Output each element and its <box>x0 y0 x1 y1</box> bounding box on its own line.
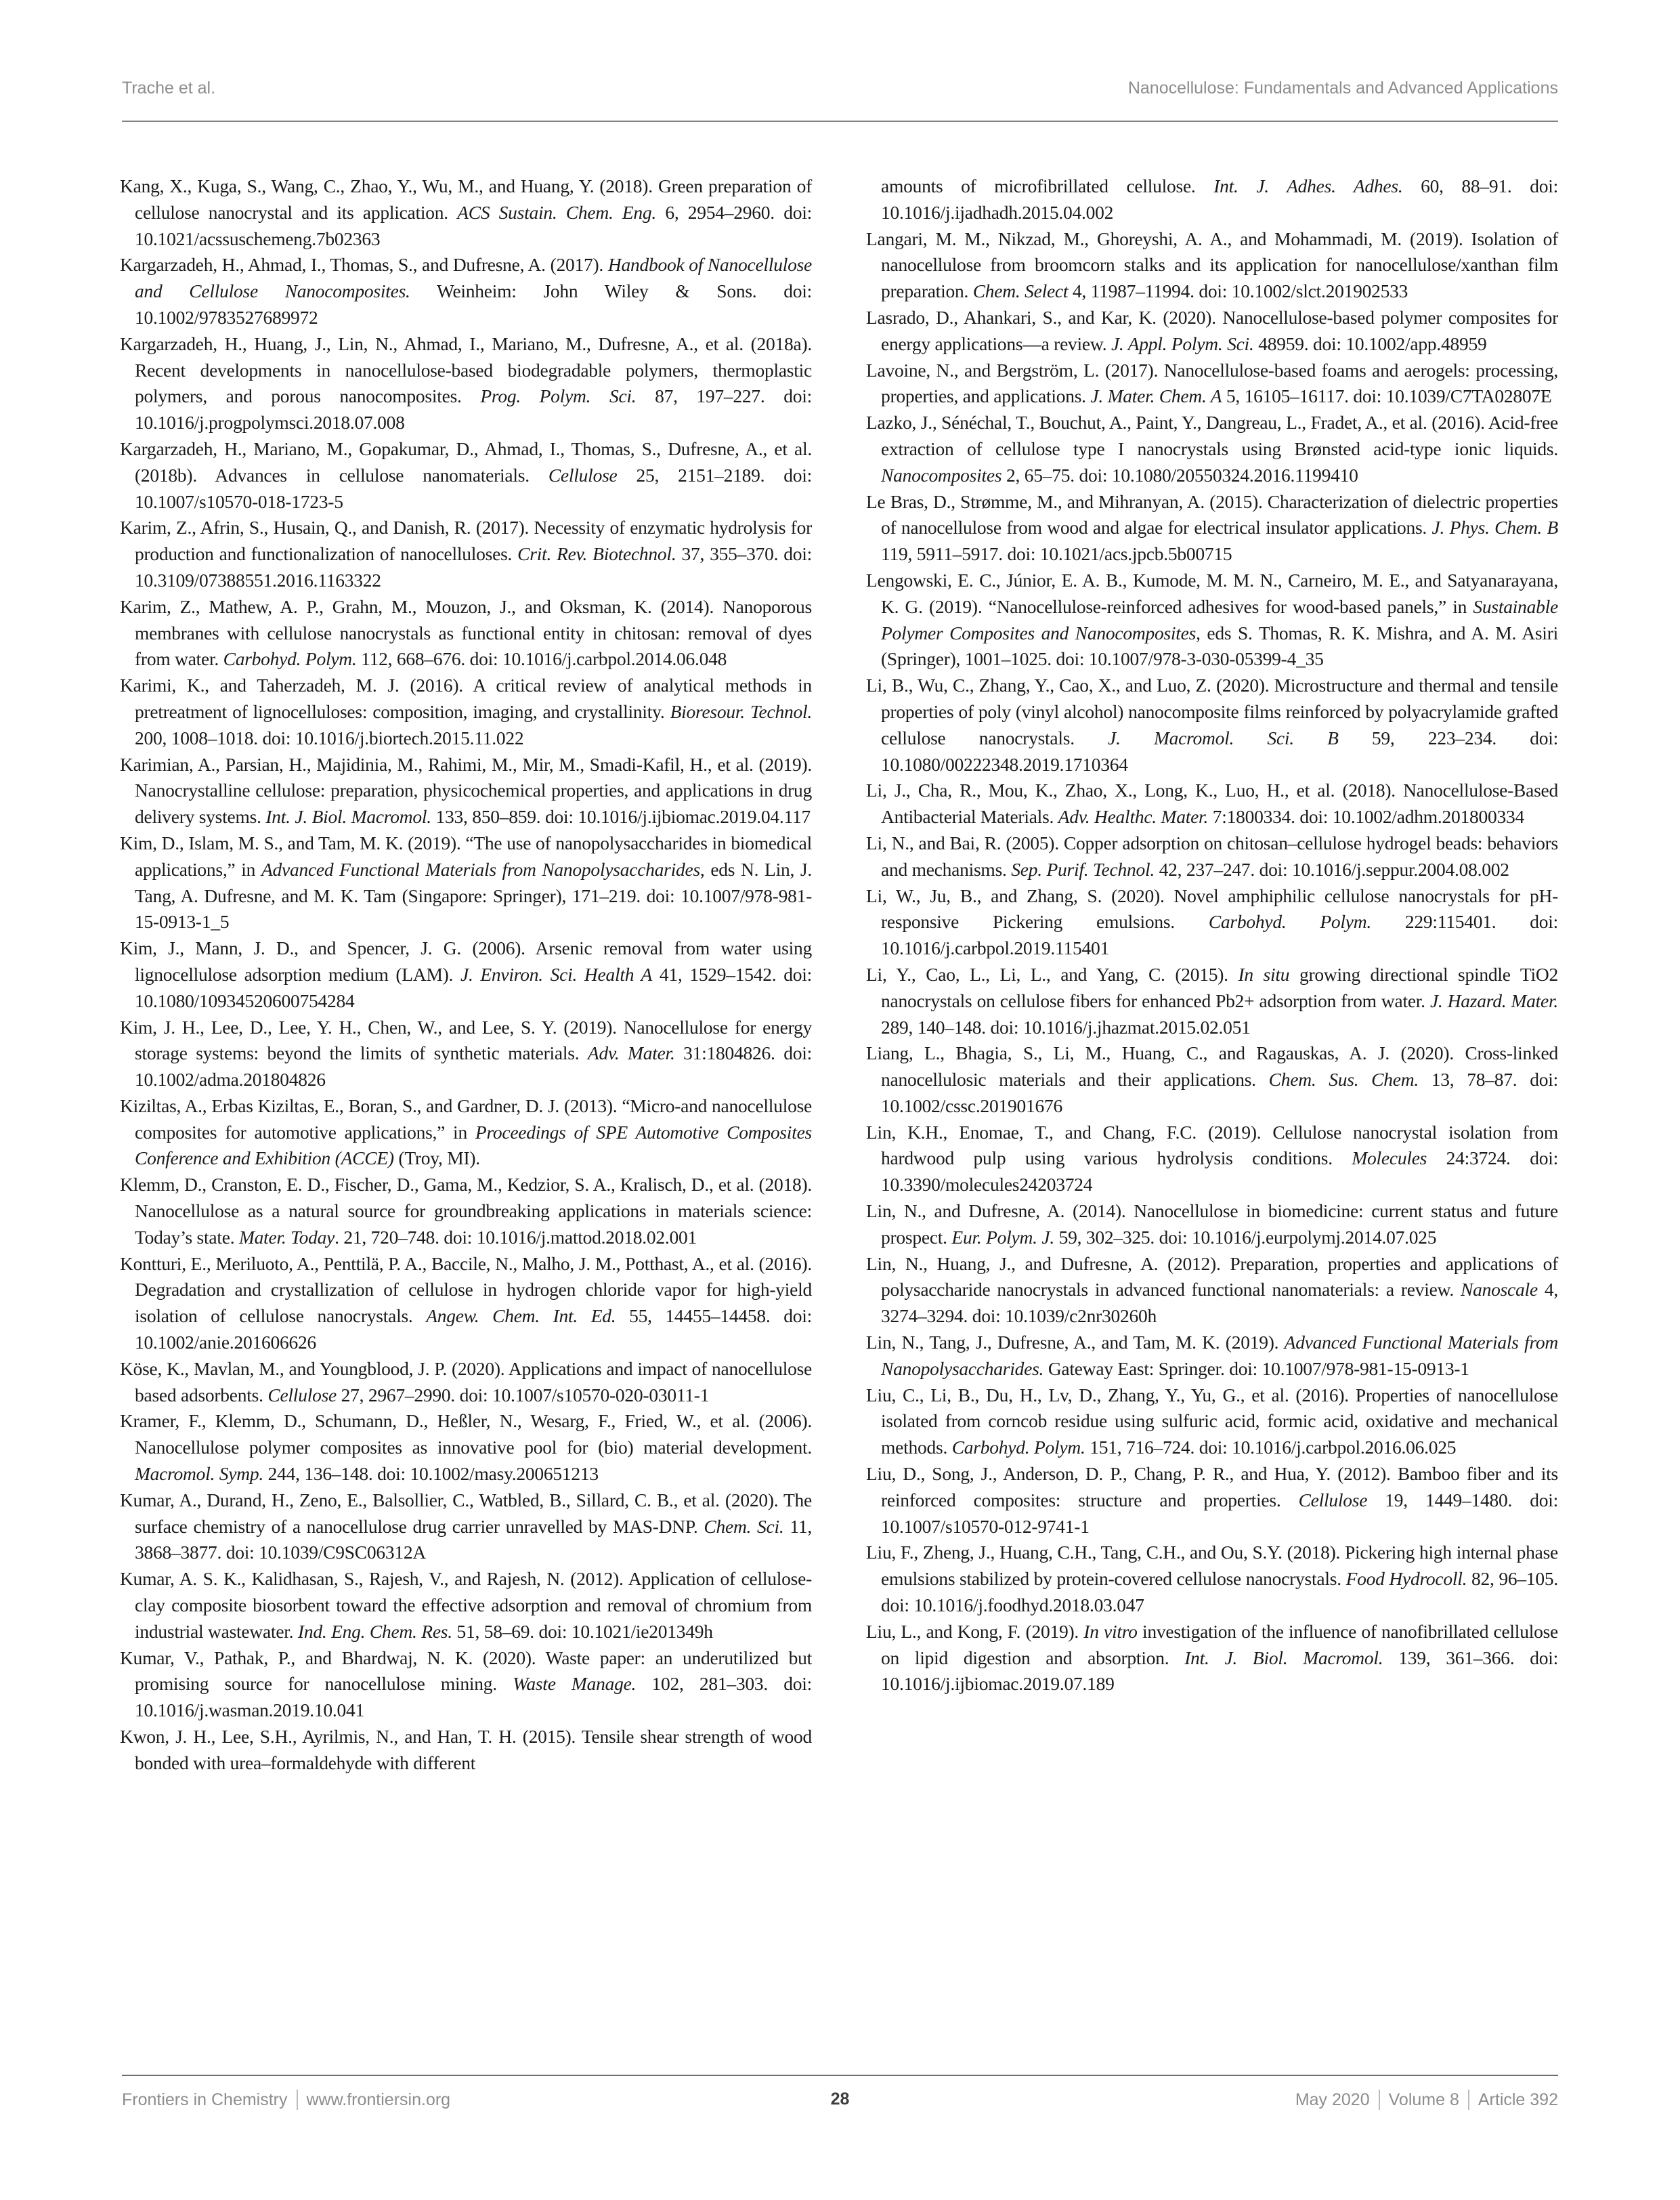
reference-item <box>866 962 1558 1040</box>
text-segment: Kontturi, E., Meriluoto, A., Penttilä, P. A., Baccile, N., Malho, J. M., Potthast, A., et al. (2016). Degradation and crystallization of cellulose in hydrogen chloride vapor for high-yield isolation of cellulose nanocrystals. <box>120 1252 812 1327</box>
text-segment: , eds N. Lin, J. Tang, A. Dufresne, and M. K. Tam (Singapore: Springer), 171–219. doi: 10.1007/978-981-15-0913-1_5 <box>135 858 812 933</box>
italic-segment: Int. J. Adhes. Adhes. <box>1213 175 1403 196</box>
italic-segment: Carbohyd. Polym. <box>1208 911 1371 933</box>
text-segment: Li, Y., Cao, L., Li, L., and Yang, C. (2015). <box>866 963 1239 985</box>
reference-item <box>120 1251 812 1356</box>
reference-item <box>120 673 812 751</box>
text-segment: 139, 361–366. doi: 10.1016/j.ijbiomac.2019.07.189 <box>881 1647 1558 1695</box>
reference-item <box>866 1382 1558 1461</box>
text-segment: 41, 1529–1542. doi: 10.1080/10934520600754284 <box>135 963 812 1011</box>
italic-segment: Nanocomposites <box>881 464 1002 486</box>
reference-item <box>866 410 1558 488</box>
reference-item <box>120 1487 812 1566</box>
italic-segment: Sustainable Polymer Composites and Nanocomposites <box>881 595 1558 643</box>
italic-segment: Food Hydrocoll. <box>1345 1568 1467 1590</box>
text-segment: 87, 197–227. doi: 10.1016/j.progpolymsci.2018.07.008 <box>135 385 812 433</box>
reference-item <box>120 752 812 830</box>
reference-item <box>866 305 1558 358</box>
text-segment: Le Bras, D., Strømme, M., and Mihranyan, A. (2015). Characterization of dielectric properties of nanocellulose from wood and algae for electrical insulator applications. <box>866 490 1558 538</box>
reference-item <box>120 173 812 252</box>
italic-segment: Int. J. Biol. Macromol. <box>1184 1647 1383 1668</box>
text-segment: investigation of the influence of nanofibrillated cellulose on lipid digestion and absorption. <box>881 1620 1558 1668</box>
reference-item <box>866 883 1558 962</box>
text-segment: Li, B., Wu, C., Zhang, Y., Cao, X., and Luo, Z. (2020). Microstructure and thermal and tensile properties of poly (vinyl alcohol) nanocomposite films reinforced by polyacrylamide grafted cellulose nanocrystals. <box>866 675 1558 748</box>
italic-segment: Handbook of Nanocellulose and Cellulose Nanocomposites. <box>135 254 812 302</box>
text-segment: Lin, N., Tang, J., Dufresne, A., and Tam, M. K. (2019). <box>866 1332 1285 1353</box>
text-segment: 4, 11987–11994. doi: 10.1002/slct.201902533 <box>1068 280 1408 302</box>
text-segment: Liu, F., Zheng, J., Huang, C.H., Tang, C.H., and Ou, S.Y. (2018). Pickering high internal phase emulsions stabilized by protein-covered cellulose nanocrystals. <box>866 1542 1558 1590</box>
reference-item <box>120 1015 812 1093</box>
text-segment: Karim, Z., Mathew, A. P., Grahn, M., Mouzon, J., and Oksman, K. (2014). Nanoporous membranes with cellulose nanocrystals as functional entity in chitosan: removal of dyes from water. <box>120 595 812 670</box>
text-segment: 60, 88–91. doi: 10.1016/j.ijadhadh.2015.04.002 <box>881 175 1559 223</box>
text-segment: 42, 237–247. doi: 10.1016/j.seppur.2004.08.002 <box>1154 858 1509 880</box>
footer-journal-group <box>122 2090 450 2110</box>
text-segment: Langari, M. M., Nikzad, M., Ghoreyshi, A. A., and Mohammadi, M. (2019). Isolation of nanocellulose from broomcorn stalks and its application for nanocellulose/xanthan film preparation. <box>866 228 1558 302</box>
text-segment: 4, 3274–3294. doi: 10.1039/c2nr30260h <box>881 1279 1558 1327</box>
text-segment: 244, 136–148. doi: 10.1002/masy.200651213 <box>263 1463 599 1485</box>
italic-segment: Chem. Sci. <box>704 1515 784 1537</box>
text-segment: 229:115401. doi: 10.1016/j.carbpol.2019.115401 <box>881 911 1558 959</box>
text-segment: 289, 140–148. doi: 10.1016/j.jhazmat.2015.02.051 <box>881 1016 1251 1038</box>
reference-item <box>866 1619 1558 1697</box>
italic-segment: J. Phys. Chem. B <box>1431 517 1558 538</box>
reference-item <box>120 436 812 515</box>
references-section <box>120 173 1558 1777</box>
text-segment: Liu, L., and Kong, F. (2019). <box>866 1620 1084 1642</box>
reference-item <box>120 1093 812 1172</box>
text-segment: 82, 96–105. doi: 10.1016/j.foodhyd.2018.03.047 <box>881 1568 1558 1616</box>
italic-segment: J. Appl. Polym. Sci. <box>1111 333 1254 354</box>
italic-segment: Chem. Select <box>972 280 1069 302</box>
reference-item <box>120 515 812 593</box>
text-segment: Lazko, J., Sénéchal, T., Bouchut, A., Paint, Y., Dangreau, L., Fradet, A., et al. (2016). Acid-free extraction of cellulose type I nanocrystals using Brønsted acid-type ionic liquids. <box>866 412 1558 459</box>
italic-segment: Sep. Purif. Technol. <box>1011 858 1155 880</box>
italic-segment: Macromol. Symp. <box>135 1463 263 1485</box>
text-segment: 19, 1449–1480. doi: 10.1007/s10570-012-9741-1 <box>881 1489 1559 1537</box>
reference-item <box>120 1645 812 1724</box>
text-segment: Liang, L., Bhagia, S., Li, M., Huang, C., and Ragauskas, A. J. (2020). Cross-linked nanocellulosic materials and their applications. <box>866 1042 1558 1091</box>
text-segment: Köse, K., Mavlan, M., and Youngblood, J. P. (2020). Applications and impact of nanocellulose based adsorbents. <box>120 1357 812 1405</box>
text-segment: Kumar, A. S. K., Kalidhasan, S., Rajesh, V., and Rajesh, N. (2012). Application of cellulose-clay composite biosorbent toward the effective adsorption and removal of chromium from industrial wastewater. <box>120 1568 812 1642</box>
text-segment: 200, 1008–1018. doi: 10.1016/j.biortech.2015.11.022 <box>135 727 524 748</box>
footer-date: May 2020 <box>1295 2090 1370 2109</box>
footer-website: www.frontiersin.org <box>306 2090 451 2109</box>
text-segment: 7:1800334. doi: 10.1002/adhm.201800334 <box>1208 806 1525 828</box>
italic-segment: Angew. Chem. Int. Ed. <box>426 1305 616 1327</box>
italic-segment: J. Mater. Chem. A <box>1090 385 1222 407</box>
reference-item <box>866 1540 1558 1618</box>
reference-item <box>866 568 1558 673</box>
text-segment: 37, 355–370. doi: 10.3109/07388551.2016.1163322 <box>135 543 813 591</box>
italic-segment: J. Environ. Sci. Health A <box>460 963 653 985</box>
italic-segment: J. Hazard. Mater. <box>1429 990 1558 1011</box>
running-head-title: Nanocellulose: Fundamentals and Advanced Applications <box>1127 79 1558 98</box>
text-segment: 119, 5911–5917. doi: 10.1021/acs.jpcb.5b00715 <box>881 543 1232 565</box>
text-segment: 11, 3868–3877. doi: 10.1039/C9SC06312A <box>135 1515 812 1563</box>
text-segment: Gateway East: Springer. doi: 10.1007/978-981-15-0913-1 <box>1043 1357 1469 1379</box>
italic-segment: Cellulose <box>548 464 618 486</box>
text-segment: , eds S. Thomas, R. K. Mishra, and A. M. Asiri (Springer), 1001–1025. doi: 10.1007/978-3-030-05399-4_35 <box>881 622 1558 670</box>
text-segment: 6, 2954–2960. doi: 10.1021/acssuschemeng.7b02363 <box>135 201 812 249</box>
text-segment: Lasrado, D., Ahankari, S., and Kar, K. (2020). Nanocellulose-based polymer composites for energy applications—a review. <box>866 306 1558 354</box>
reference-item <box>866 1040 1558 1119</box>
italic-segment: In situ <box>1238 963 1290 985</box>
text-segment: Lengowski, E. C., Júnior, E. A. B., Kumode, M. M. N., Carneiro, M. E., and Satyanarayana, K. G. (2019). “Nanocellulose-reinforced adhesives for wood-based panels,” in <box>866 569 1558 617</box>
text-segment: Liu, D., Song, J., Anderson, D. P., Chang, P. R., and Hua, Y. (2012). Bamboo fiber and its reinforced composites: structure and properties. <box>866 1463 1558 1510</box>
reference-item <box>120 252 812 331</box>
italic-segment: ACS Sustain. Chem. Eng. <box>457 201 657 223</box>
text-segment: 151, 716–724. doi: 10.1016/j.carbpol.2016.06.025 <box>1085 1437 1457 1458</box>
text-segment: 59, 302–325. doi: 10.1016/j.eurpolymj.2014.07.025 <box>1054 1226 1437 1248</box>
reference-item <box>120 1566 812 1645</box>
text-segment: Klemm, D., Cranston, E. D., Fischer, D., Gama, M., Kedzior, S. A., Kralisch, D., et al. (2018). Nanocellulose as a natural source for groundbreaking applications in materials science: Today’s state. <box>120 1174 812 1248</box>
italic-segment: Carbohyd. Polym. <box>223 648 357 670</box>
reference-item <box>866 489 1558 568</box>
text-segment: Lin, N., and Dufresne, A. (2014). Nanocellulose in biomedicine: current status and future prospect. <box>866 1200 1558 1248</box>
reference-item <box>866 778 1558 830</box>
italic-segment: Molecules <box>1352 1147 1427 1169</box>
text-segment: 59, 223–234. doi: 10.1080/00222348.2019.1710364 <box>881 727 1558 775</box>
text-segment: 133, 850–859. doi: 10.1016/j.ijbiomac.2019.04.117 <box>431 806 811 828</box>
reference-item <box>866 358 1558 410</box>
italic-segment: Adv. Mater. <box>587 1042 675 1064</box>
italic-segment: Eur. Polym. J. <box>951 1226 1054 1248</box>
reference-item <box>120 594 812 673</box>
reference-item <box>120 1408 812 1487</box>
italic-segment: Int. J. Biol. Macromol. <box>265 806 431 828</box>
footer-article: Article 392 <box>1478 2090 1558 2109</box>
italic-segment: Advanced Functional Materials from Nanopolysaccharides. <box>881 1332 1559 1379</box>
text-segment: Lin, K.H., Enomae, T., and Chang, F.C. (2019). Cellulose nanocrystal isolation from hardwood pulp using various hydrolysis conditions. <box>866 1121 1558 1169</box>
reference-item <box>866 1330 1558 1382</box>
footer-separator <box>1468 2090 1469 2110</box>
text-segment: Li, W., Ju, B., and Zhang, S. (2020). Novel amphiphilic cellulose nanocrystals for pH-responsive Pickering emulsions. <box>866 885 1558 933</box>
reference-item <box>120 935 812 1014</box>
text-segment: Kim, J. H., Lee, D., Lee, Y. H., Chen, W., and Lee, S. Y. (2019). Nanocellulose for energy storage systems: beyond the limits of synthetic materials. <box>120 1016 812 1064</box>
text-segment: Karim, Z., Afrin, S., Husain, Q., and Danish, R. (2017). Necessity of enzymatic hydrolysis for production and functionalization of nanocelluloses. <box>120 517 812 565</box>
italic-segment: Cellulose <box>267 1384 337 1405</box>
text-segment: Weinheim: John Wiley & Sons. doi: 10.1002/9783527689972 <box>135 280 812 328</box>
text-segment: Lavoine, N., and Bergström, L. (2017). Nanocellulose-based foams and aerogels: processing, properties, and applications. <box>866 359 1558 407</box>
reference-item <box>866 1198 1558 1251</box>
italic-segment: Waste Manage. <box>513 1673 637 1695</box>
references-column-right <box>866 173 1558 1777</box>
text-segment: Kim, J., Mann, J. D., and Spencer, J. G. (2006). Arsenic removal from water using lignocellulose adsorption medium (LAM). <box>120 937 812 985</box>
text-segment: Kargarzadeh, H., Ahmad, I., Thomas, S., and Dufresne, A. (2017). <box>120 254 608 276</box>
text-segment: Kargarzadeh, H., Mariano, M., Gopakumar, D., Ahmad, I., Thomas, S., Dufresne, A., et al. (2018b). Advances in cellulose nanomaterials. <box>120 438 812 486</box>
text-segment: 102, 281–303. doi: 10.1016/j.wasman.2019.10.041 <box>135 1673 813 1721</box>
reference-item <box>866 1461 1558 1540</box>
italic-segment: Chem. Sus. Chem. <box>1268 1069 1419 1091</box>
reference-item <box>120 1172 812 1250</box>
text-segment: Kwon, J. H., Lee, S.H., Ayrilmis, N., and Han, T. H. (2015). Tensile shear strength of wood bonded with urea–formaldehyde with different <box>120 1726 812 1773</box>
footer-page-number: 28 <box>830 2090 850 2109</box>
footer-issue-group <box>1295 2090 1558 2110</box>
page-footer <box>122 2090 1558 2117</box>
text-segment: Kang, X., Kuga, S., Wang, C., Zhao, Y., Wu, M., and Huang, Y. (2018). Green preparation of cellulose nanocrystal and its application. <box>120 175 812 223</box>
text-segment: 51, 58–69. doi: 10.1021/ie201349h <box>452 1620 713 1642</box>
references-column-left <box>120 173 812 1777</box>
footer-volume: Volume 8 <box>1388 2090 1459 2109</box>
reference-item <box>866 1251 1558 1330</box>
page-header <box>122 79 1558 98</box>
italic-segment: J. Macromol. Sci. B <box>1108 727 1339 748</box>
reference-item <box>120 1724 812 1777</box>
text-segment: Karimian, A., Parsian, H., Majidinia, M., Rahimi, M., Mir, M., Smadi-Kafil, H., et al. (2019). Nanocrystalline cellulose: preparation, physicochemical properties, and applications in drug delivery systems. <box>120 753 812 828</box>
text-segment: 5, 16105–16117. doi: 10.1039/C7TA02807E <box>1222 385 1552 407</box>
reference-item-continuation <box>866 173 1558 226</box>
footer-separator <box>1379 2090 1380 2110</box>
header-divider <box>122 121 1558 122</box>
reference-item <box>866 1120 1558 1198</box>
text-segment: amounts of microfibrillated cellulose. <box>881 175 1214 196</box>
italic-segment: Advanced Functional Materials from Nanopolysaccharides <box>261 858 700 880</box>
footer-separator <box>297 2090 298 2110</box>
reference-item <box>120 331 812 436</box>
text-segment: 24:3724. doi: 10.3390/molecules24203724 <box>881 1147 1558 1196</box>
italic-segment: Prog. Polym. Sci. <box>480 385 637 407</box>
text-segment: growing directional spindle TiO2 nanocrystals on cellulose fibers for enhanced Pb2+ adsorption from water. <box>881 963 1558 1011</box>
text-segment: Liu, C., Li, B., Du, H., Lv, D., Zhang, Y., Yu, G., et al. (2016). Properties of nanocellulose isolated from corncob residue using sulfuric acid, formic acid, oxidative and mechanical methods. <box>866 1384 1558 1458</box>
italic-segment: Nanoscale <box>1461 1279 1538 1300</box>
italic-segment: Bioresour. Technol. <box>670 700 812 722</box>
italic-segment: Adv. Healthc. Mater. <box>1058 806 1209 828</box>
text-segment: 27, 2967–2990. doi: 10.1007/s10570-020-03011-1 <box>337 1384 710 1405</box>
reference-item <box>120 830 812 935</box>
reference-item <box>866 830 1558 883</box>
italic-segment: Proceedings of SPE Automotive Composites Conference and Exhibition (ACCE) <box>135 1121 812 1169</box>
text-segment: 13, 78–87. doi: 10.1002/cssc.201901676 <box>881 1069 1558 1116</box>
text-segment: Kim, D., Islam, M. S., and Tam, M. K. (2019). “The use of nanopolysaccharides in biomedical applications,” in <box>120 832 812 880</box>
running-head-authors: Trache et al. <box>122 79 216 98</box>
text-segment: Li, N., and Bai, R. (2005). Copper adsorption on chitosan–cellulose hydrogel beads: behaviors and mechanisms. <box>866 832 1558 880</box>
text-segment: Kumar, V., Pathak, P., and Bhardwaj, N. K. (2020). Waste paper: an underutilized but promising source for nanocellulose mining. <box>120 1647 812 1695</box>
italic-segment: Cellulose <box>1298 1489 1368 1510</box>
footer-divider <box>122 2075 1558 2076</box>
text-segment: Lin, N., Huang, J., and Dufresne, A. (2012). Preparation, properties and applications of polysaccharide nanocrystals in advanced functional nanomaterials: a review. <box>866 1252 1558 1300</box>
text-segment: Kumar, A., Durand, H., Zeno, E., Balsollier, C., Watbled, B., Sillard, C. B., et al. (2020). The surface chemistry of a nanocellulose drug carrier unravelled by MAS-DNP. <box>120 1489 812 1537</box>
reference-item <box>120 1356 812 1409</box>
text-segment: Kiziltas, A., Erbas Kiziltas, E., Boran, S., and Gardner, D. J. (2013). “Micro-and nanocellulose composites for automotive applications,” in <box>120 1095 812 1143</box>
italic-segment: Crit. Rev. Biotechnol. <box>517 543 676 565</box>
text-segment: 48959. doi: 10.1002/app.48959 <box>1253 333 1487 354</box>
text-segment: 112, 668–676. doi: 10.1016/j.carbpol.2014.06.048 <box>356 648 727 670</box>
text-segment: Li, J., Cha, R., Mou, K., Zhao, X., Long, K., Luo, H., et al. (2018). Nanocellulose-Based Antibacterial Materials. <box>866 780 1558 828</box>
italic-segment: In vitro <box>1083 1620 1138 1642</box>
italic-segment: Ind. Eng. Chem. Res. <box>297 1620 452 1642</box>
reference-item <box>866 673 1558 778</box>
text-segment: Kargarzadeh, H., Huang, J., Lin, N., Ahmad, I., Mariano, M., Dufresne, A., et al. (2018a). Recent developments in nanocellulose-based biodegradable polymers, thermoplastic polymers, and porous nanocomposites. <box>120 333 812 407</box>
text-segment: 55, 14455–14458. doi: 10.1002/anie.201606626 <box>135 1305 813 1353</box>
text-segment: Karimi, K., and Taherzadeh, M. J. (2016). A critical review of analytical methods in pretreatment of lignocelluloses: composition, imaging, and crystallinity. <box>120 675 812 722</box>
text-segment: 2, 65–75. doi: 10.1080/20550324.2016.1199410 <box>1001 464 1358 486</box>
italic-segment: Mater. Today <box>238 1226 335 1248</box>
text-segment: 25, 2151–2189. doi: 10.1007/s10570-018-1723-5 <box>135 464 813 512</box>
footer-journal-name: Frontiers in Chemistry <box>122 2090 288 2109</box>
italic-segment: Carbohyd. Polym. <box>951 1437 1085 1458</box>
text-segment: 31:1804826. doi: 10.1002/adma.201804826 <box>135 1042 813 1091</box>
text-segment: Kramer, F., Klemm, D., Schumann, D., Heßler, N., Wesarg, F., Fried, W., et al. (2006). Nanocellulose polymer composites as innovative pool for (bio) material development. <box>120 1410 812 1458</box>
reference-item <box>866 226 1558 305</box>
text-segment: . 21, 720–748. doi: 10.1016/j.mattod.2018.02.001 <box>335 1226 697 1248</box>
text-segment: (Troy, MI). <box>393 1147 480 1169</box>
